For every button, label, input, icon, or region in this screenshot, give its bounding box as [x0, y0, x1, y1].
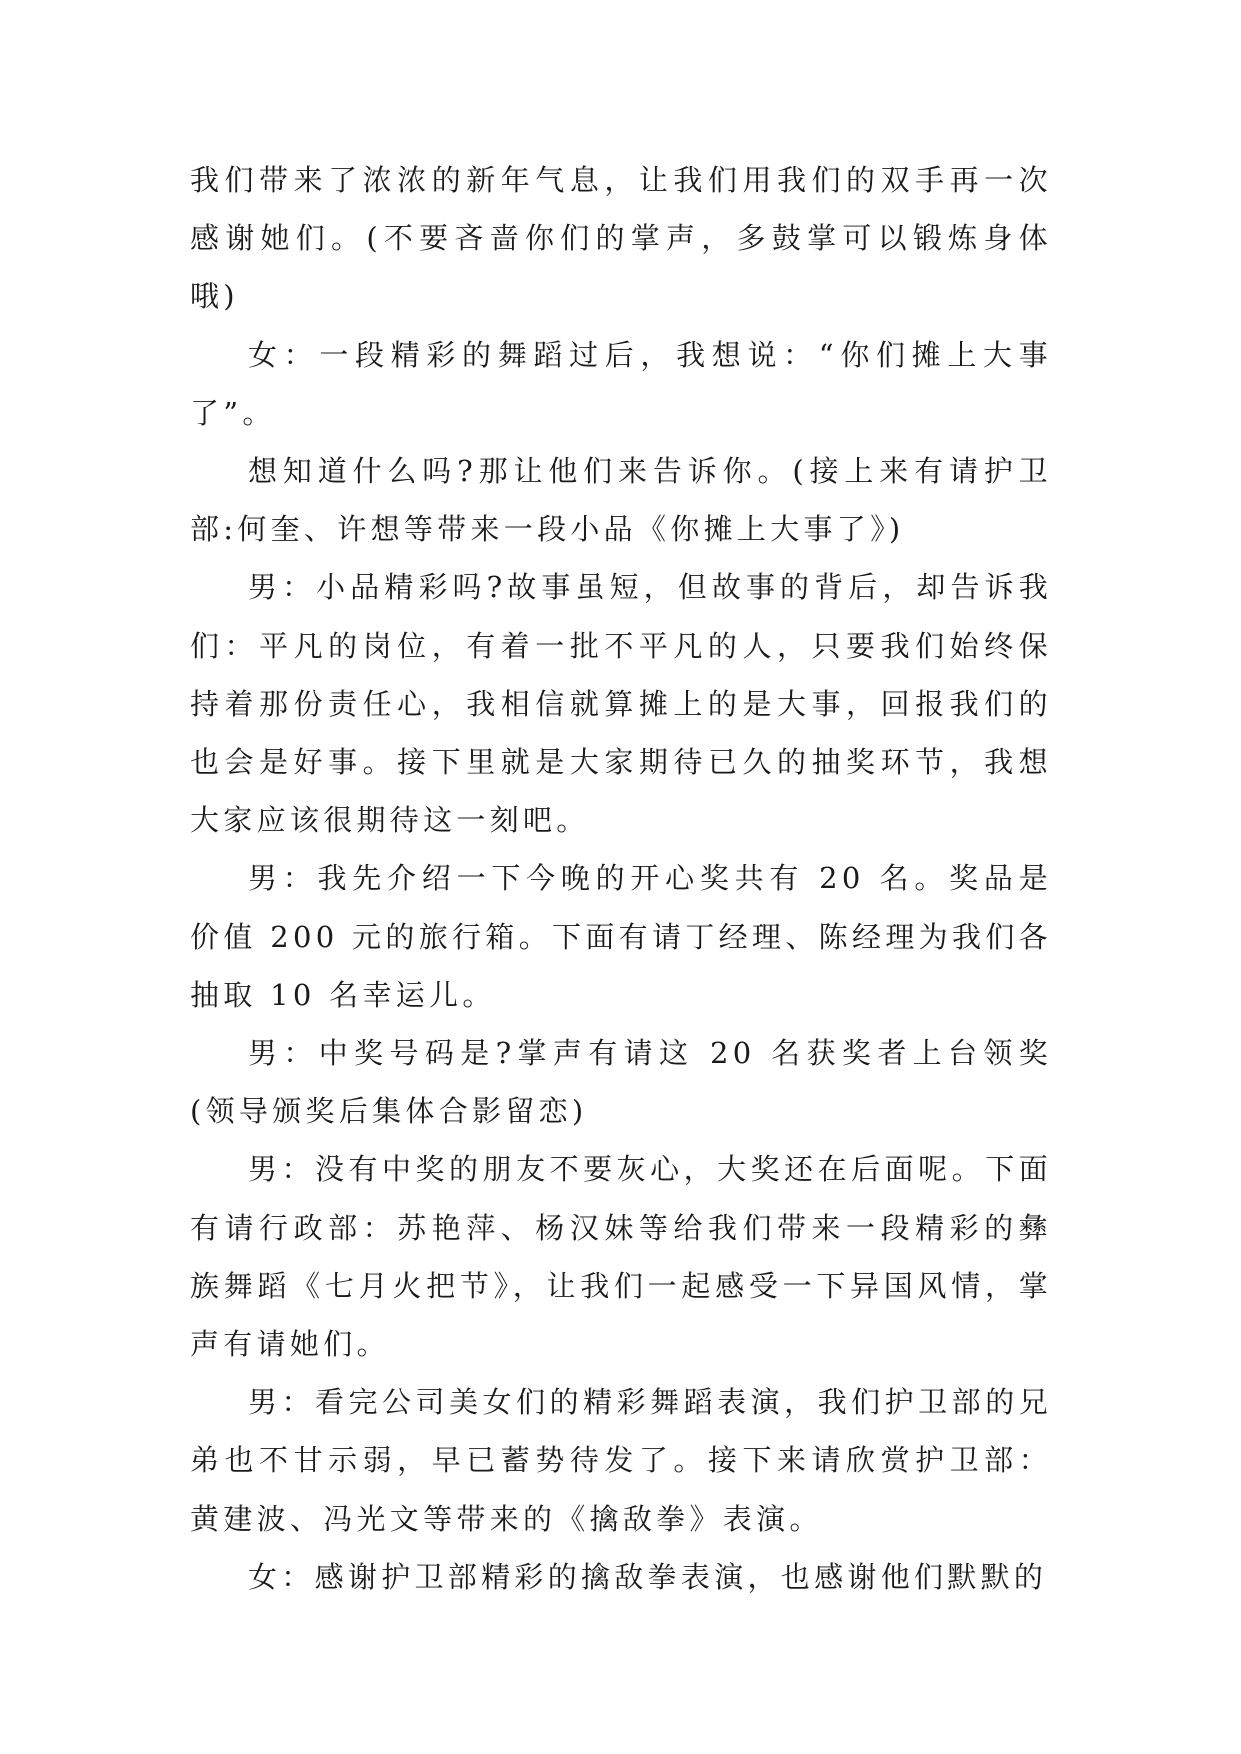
paragraph-5: 男：我先介绍一下今晚的开心奖共有 20 名。奖品是价值 200 元的旅行箱。下面有请丁经理、陈经理为我们各抽取 10 名幸运儿。 [190, 861, 1052, 1012]
paragraph-2: 女：一段精彩的舞蹈过后，我想说：“你们摊上大事了”。 [190, 337, 1052, 430]
paragraph-9: 女：感谢护卫部精彩的擒敌拳表演，也感谢他们默默的 [248, 1559, 1048, 1594]
paragraph-1: 我们带来了浓浓的新年气息，让我们用我们的双手再一次感谢她们。(不要吝啬你们的掌声，多鼓掌可以锻炼身体哦) [190, 163, 1052, 314]
paragraph-7: 男：没有中奖的朋友不要灰心，大奖还在后面呢。下面有请行政部：苏艳萍、杨汉妹等给我们带来一段精彩的彝族舞蹈《七月火把节》，让我们一起感受一下异国风情，掌声有请她们。 [190, 1152, 1052, 1362]
paragraph-8: 男：看完公司美女们的精彩舞蹈表演，我们护卫部的兄弟也不甘示弱，早已蓄势待发了。接下来请欣赏护卫部：黄建波、冯光文等带来的《擒敌拳》表演。 [190, 1385, 1052, 1536]
paragraph-6: 男：中奖号码是?掌声有请这 20 名获奖者上台领奖(领导颁奖后集体合影留恋) [190, 1036, 1052, 1129]
document-page [190, 151, 1052, 1606]
paragraph-4: 男：小品精彩吗?故事虽短，但故事的背后，却告诉我们：平凡的岗位，有着一批不平凡的人，只要我们始终保持着那份责任心，我相信就算摊上的是大事，回报我们的也会是好事。接下里就是大家期待已久的抽奖环节，我想大家应该很期待这一刻吧。 [190, 570, 1052, 838]
paragraph-3: 想知道什么吗?那让他们来告诉你。(接上来有请护卫部:何奎、许想等带来一段小品《你摊上大事了》) [190, 454, 1052, 547]
